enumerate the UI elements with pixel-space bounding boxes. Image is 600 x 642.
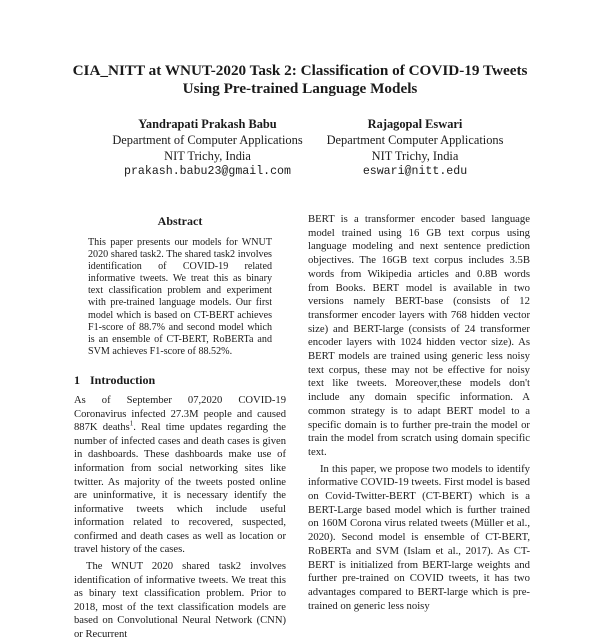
intro-para1-part-b: . Real time updates regarding the number of infected cases and death cases is given in dashboards. These dashboards make use of information from social networking sites like twitter. As majority of the tweets posted online are uninformative, it is necessary identify the informative tweets which include useful information related to recovered, suspected, confirmed and death cases as well as location or travel history of the cases. <box>74 422 286 556</box>
author-location: NIT Trichy, India <box>164 149 251 163</box>
right-paragraph-2: In this paper, we propose two models to identify informative COVID-19 tweets. First model is based on Covid-Twitter-BERT (CT-BERT) which is a BERT-Large based model which is further trained on 160M Corona virus related tweets (Müller et al., 2020). Second model is ensemble of CT-BERT, RoBERTa and SVM (Islam et al., 2017). As CT-BERT is initialized from BERT-large weights and further pre-trained on COVID tweets, it has two advantages compared to BERT-large which is pre-trained on generic less noisy <box>308 462 530 612</box>
right-column <box>308 213 530 613</box>
author-block-1 <box>90 116 325 180</box>
author-block-2 <box>300 116 530 180</box>
title-line-1: CIA_NITT at WNUT-2020 Task 2: Classification of COVID-19 Tweets <box>72 62 528 79</box>
left-column <box>74 213 286 642</box>
author-email: eswari@nitt.edu <box>362 165 468 178</box>
section-number: 1 <box>74 372 80 387</box>
author-name: Yandrapati Prakash Babu <box>138 117 277 131</box>
intro-para1-part-a: As of September 07,2020 COVID-19 Coronavirus infected 27.3M people and caused 887K deaths <box>74 394 286 434</box>
title-line-2: Using Pre-trained Language Models <box>182 80 418 97</box>
author-name: Rajagopal Eswari <box>367 117 463 131</box>
section-title: Introduction <box>90 372 156 387</box>
author-affiliation: Department Computer Applications <box>326 133 504 147</box>
abstract-text: This paper presents our models for WNUT 2020 shared task2. The shared task2 involves identification of COVID-19 related informative tweets. We treat this as binary text classification problem and experiment with pre-trained language models. Our first model which is based on CT-BERT achieves F1-score of 88.7% and second model which is an ensemble of CT-BERT, RoBERTa and SVM achieves F1-score of 88.52%. <box>88 237 272 357</box>
author-email: prakash.babu23@gmail.com <box>124 165 291 178</box>
section-heading-introduction <box>74 372 286 388</box>
intro-paragraph-1 <box>74 394 286 557</box>
author-affiliation: Department of Computer Applications <box>112 133 303 147</box>
author-location: NIT Trichy, India <box>371 149 459 163</box>
right-paragraph-1: BERT is a transformer encoder based language model trained using 16 GB text corpus using language modeling and next sentence prediction objectives. The 16GB text corpus includes 3.5B words from Wikipedia articles and 0.8B words from Books. BERT model is available in two versions namely BERT-base (consists of 12 transformer encoder layers with 768 hidden vector size) and BERT-large (consists of 24 transformer encoder layers with 1024 hidden vector size). As BERT models are trained using generic less noisy text corpus, these may not be effective for noisy text like tweets. Moreover,these models don't include any domain specific information. A common strategy is to adapt BERT model to a specific domain is to further pre-train the model or train the model from scratch using domain specific text. <box>308 213 530 458</box>
abstract-heading: Abstract <box>157 214 203 228</box>
intro-paragraph-2: The WNUT 2020 shared task2 involves identification of informative tweets. We treat this as binary text classification problem. Prior to 2018, most of the text classification models are based on Convolutional Neural Network (CNN) or Recurrent <box>74 561 286 641</box>
footnote-marker: 1 <box>129 419 134 428</box>
paper-title <box>40 62 560 98</box>
